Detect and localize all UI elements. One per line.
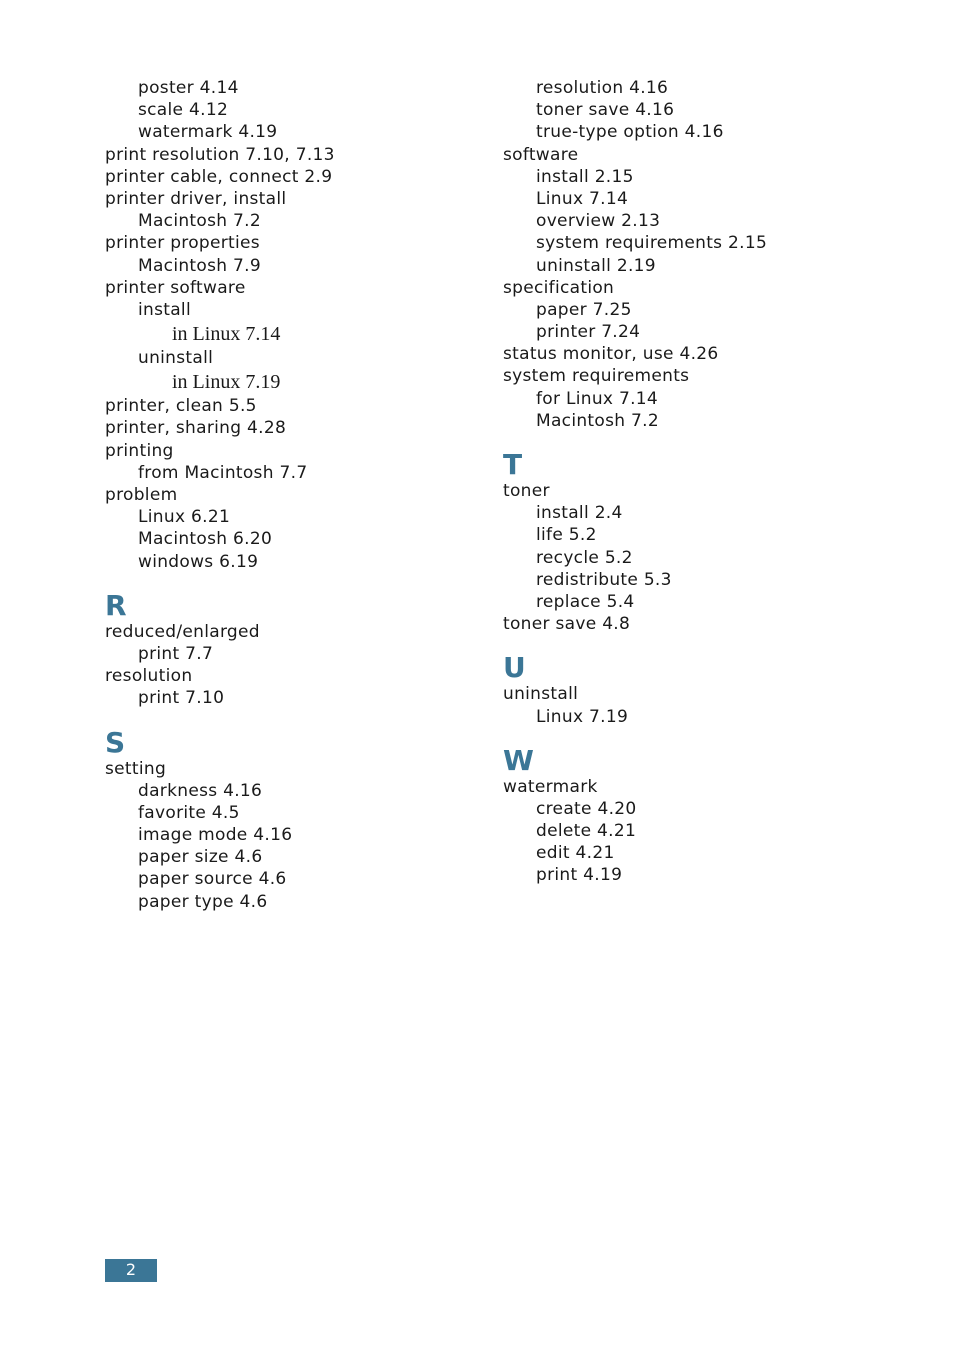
index-subentry: install 2.4 — [536, 503, 623, 524]
index-column-left — [105, 77, 505, 913]
index-column-right — [503, 77, 903, 887]
index-subsubentry: in Linux 7.14 — [172, 323, 281, 346]
index-subentry: Macintosh 7.2 — [536, 410, 659, 431]
index-entry: printing — [105, 440, 174, 461]
index-entry: uninstall — [503, 684, 579, 705]
index-entry: printer, clean 5.5 — [105, 396, 257, 417]
index-subentry: system requirements 2.15 — [536, 233, 768, 254]
index-subentry: true-type option 4.16 — [536, 122, 724, 143]
index-subentry: watermark 4.19 — [138, 122, 278, 143]
index-subsubentry: in Linux 7.19 — [172, 371, 281, 394]
index-subentry: Macintosh 7.2 — [138, 211, 261, 232]
index-entry: printer properties — [105, 233, 260, 254]
index-entry: printer software — [105, 277, 246, 298]
index-entry: printer, sharing 4.28 — [105, 418, 287, 439]
index-subentry: paper type 4.6 — [138, 891, 268, 912]
index-subentry: resolution 4.16 — [536, 78, 669, 98]
index-subentry: print 7.7 — [138, 643, 214, 664]
index-subentry: Linux 6.21 — [138, 507, 231, 528]
index-subentry: uninstall 2.19 — [536, 255, 656, 276]
section-letter-r: R — [105, 588, 127, 622]
index-subentry: create 4.20 — [536, 798, 637, 819]
index-subentry: paper source 4.6 — [138, 869, 287, 890]
index-subentry: poster 4.14 — [138, 78, 239, 98]
index-subentry: install 2.15 — [536, 166, 634, 187]
index-subentry: from Macintosh 7.7 — [138, 462, 308, 483]
index-subentry: recycle 5.2 — [536, 547, 633, 568]
index-subentry: replace 5.4 — [536, 591, 635, 612]
index-subentry: install — [138, 299, 191, 320]
index-entry: system requirements — [503, 366, 690, 387]
section-letter-t: T — [503, 448, 523, 481]
index-subentry: uninstall — [138, 348, 214, 369]
index-entry: problem — [105, 485, 178, 505]
index-entry: reduced/enlarged — [105, 621, 260, 642]
index-subentry: image mode 4.16 — [138, 825, 293, 846]
index-subentry: paper size 4.6 — [138, 847, 263, 868]
index-subentry: edit 4.21 — [536, 843, 615, 864]
index-subentry: for Linux 7.14 — [536, 388, 659, 409]
index-subentry: life 5.2 — [536, 525, 597, 546]
index-subentry: Linux 7.19 — [536, 706, 629, 727]
index-entry: status monitor, use 4.26 — [503, 344, 719, 365]
index-subentry: toner save 4.16 — [536, 100, 675, 121]
section-letter-w: W — [503, 743, 534, 777]
index-entry: specification — [503, 277, 615, 298]
index-entry: print resolution 7.10, 7.13 — [105, 144, 335, 165]
section-letter-u: U — [503, 651, 526, 685]
index-subentry: darkness 4.16 — [138, 780, 263, 801]
index-subentry: overview 2.13 — [536, 211, 661, 232]
index-subentry: printer 7.24 — [536, 322, 641, 343]
index-subentry: print 7.10 — [138, 688, 225, 709]
index-entry: printer cable, connect 2.9 — [105, 166, 333, 187]
index-entry: setting — [105, 758, 167, 779]
index-entry: resolution — [105, 666, 193, 687]
index-subentry: delete 4.21 — [536, 821, 637, 842]
index-subentry: favorite 4.5 — [138, 802, 240, 823]
index-entry: toner save 4.8 — [503, 614, 631, 635]
index-subentry: paper 7.25 — [536, 299, 632, 320]
index-subentry: Linux 7.14 — [536, 188, 629, 209]
index-entry: toner — [503, 481, 550, 501]
index-entry: printer driver, install — [105, 188, 287, 209]
index-subentry: Macintosh 6.20 — [138, 529, 273, 550]
index-subentry: Macintosh 7.9 — [138, 255, 261, 276]
index-entry: software — [503, 144, 579, 165]
index-entry: watermark — [503, 776, 598, 797]
page-number-badge: 2 — [105, 1259, 157, 1282]
section-letter-s: S — [105, 725, 126, 759]
index-subentry: scale 4.12 — [138, 100, 229, 121]
index-subentry: windows 6.19 — [138, 551, 259, 572]
index-subentry: redistribute 5.3 — [536, 569, 672, 590]
index-subentry: print 4.19 — [536, 865, 623, 886]
